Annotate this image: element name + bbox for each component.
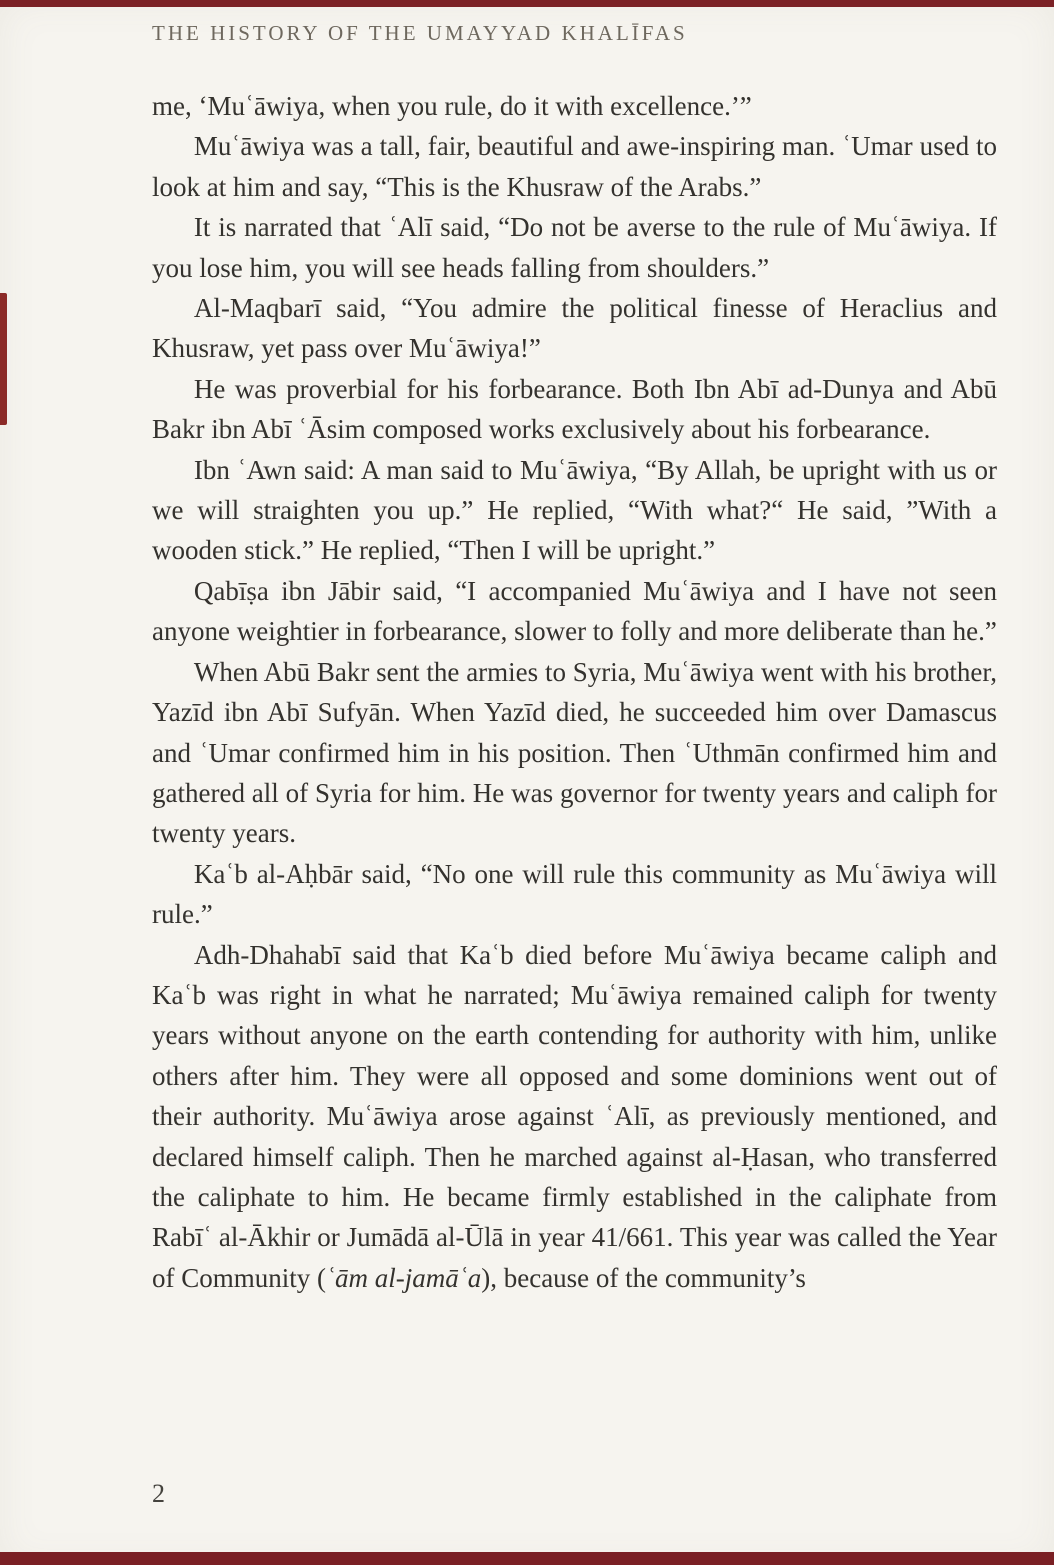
running-header: THE HISTORY OF THE UMAYYAD KHALĪFAS bbox=[152, 21, 688, 45]
paragraph: When Abū Bakr sent the armies to Syria, Muʿāwiya went with his brother, Yazīd ibn Abī Sufyān. When Yazīd died, he succeeded him over Damascus and ʿUmar confirmed him in his position. Then ʿUthmān confirmed him and gathered all of Syria for him. He was governor for twenty years and caliph for twenty years. bbox=[152, 656, 997, 849]
paragraph: Al-Maqbarī said, “You admire the political finesse of Heraclius and Khusraw, yet pass over Muʿāwiya!” bbox=[152, 293, 997, 364]
book-edge-bottom bbox=[0, 1552, 1054, 1565]
book-edge-top bbox=[0, 0, 1054, 7]
paragraph-text: ), because of the community’s bbox=[481, 1262, 806, 1293]
paragraph: He was proverbial for his forbearance. Both Ibn Abī ad-Dunya and Abū Bakr ibn Abī ʿĀsim composed works exclusively about his forbearance. bbox=[152, 373, 997, 445]
book-edge-left bbox=[0, 293, 7, 425]
paragraph: Muʿāwiya was a tall, fair, beautiful and awe-inspiring man. ʿUmar used to look at him and say, “This is the Khusraw of the Arabs.” bbox=[152, 131, 997, 202]
paragraph: Qabīṣa ibn Jābir said, “I accompanied Muʿāwiya and I have not seen anyone weightier in forbearance, slower to folly and more deliberate than he.” bbox=[152, 575, 997, 647]
paragraph: It is narrated that ʿAlī said, “Do not be averse to the rule of Muʿāwiya. If you lose him, you will see heads falling from shoulders.” bbox=[152, 212, 997, 283]
body-text bbox=[152, 86, 997, 1298]
paragraph: Ibn ʿAwn said: A man said to Muʿāwiya, “By Allah, be upright with us or we will straighten you up.” He replied, “With what?“ He said, ”With a wooden stick.” He replied, “Then I will be upright.” bbox=[152, 454, 997, 566]
arabic-term-italic: ʿām al-jamāʿa bbox=[326, 1262, 482, 1293]
paragraph bbox=[152, 935, 997, 1299]
paragraph-text: Adh-Dhahabī said that Kaʿb died before Muʿāwiya became caliph and Kaʿb was right in what he narrated; Muʿāwiya remained caliph for twenty years without anyone on the earth contending for authority with him, unlike others after him. They were all opposed and some dominions went out of their authority. Muʿāwiya arose against ʿAlī, as previously mentioned, and declared himself caliph. Then he marched against al-Ḥasan, who transferred the caliphate to him. He became firmly established in the caliphate from Rabīʿ al-Ākhir or Jumādā al-Ūlā in year 41/661. This year was called the Year of Community ( bbox=[152, 939, 997, 1293]
paragraph: me, ‘Muʿāwiya, when you rule, do it with excellence.’” bbox=[152, 91, 752, 121]
paragraph: Kaʿb al-Aḥbār said, “No one will rule this community as Muʿāwiya will rule.” bbox=[152, 858, 997, 930]
page-number: 2 bbox=[152, 1479, 165, 1508]
